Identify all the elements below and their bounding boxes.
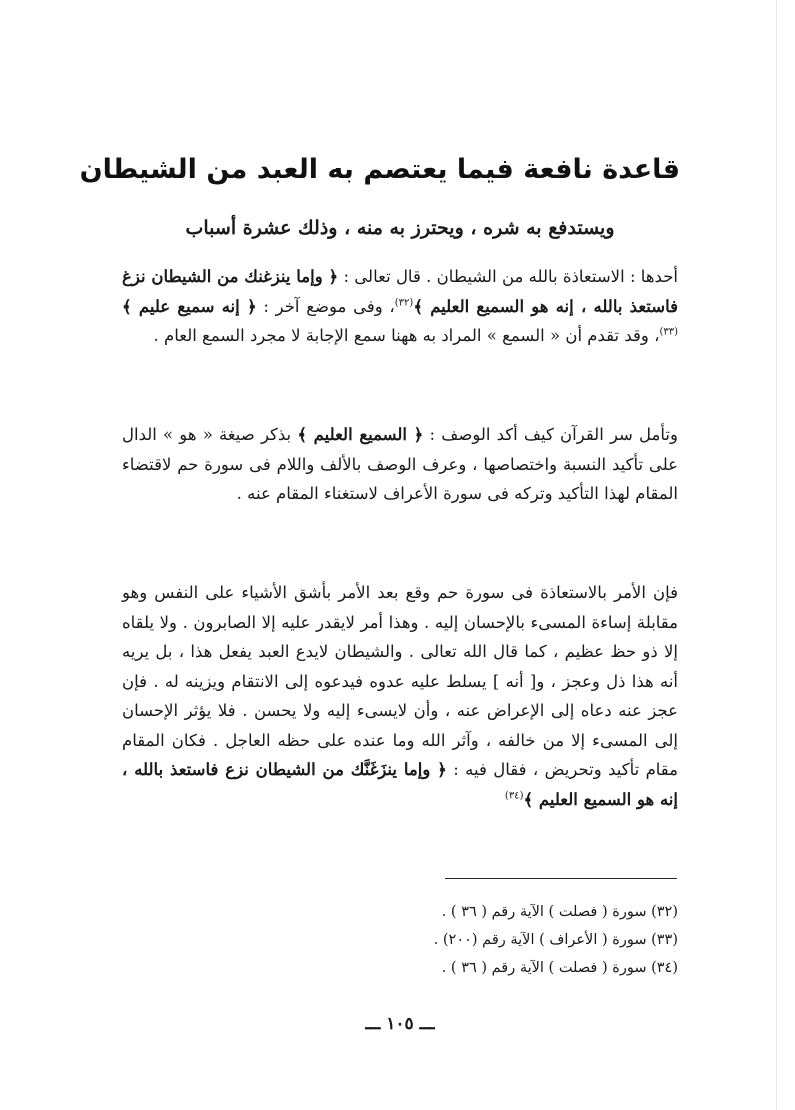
quran-quote: ﴿ وإما ينزغنك من الشيطان نزغ فاستعذ بالله ، إنه هو السميع العليم ﴾ [122, 267, 678, 316]
footnote-ref: (٣٣) [659, 326, 678, 338]
page-subtitle: ويستدفع به شره ، ويحترز به منه ، وذلك عشرة أسباب [185, 217, 615, 239]
footnote-32: (٣٢) سورة ( فصلت ) الآية رقم ( ٣٦ ) . [441, 904, 678, 920]
footnote-33: (٣٣) سورة ( الأعراف ) الآية رقم (٢٠٠) . [433, 932, 678, 948]
footnote-ref: (٣٤) [504, 790, 524, 801]
paragraph-1-text-3: ، وقد تقدم أن « السمع » المراد به ههنا سمع الإجابة لا مجرد السمع العام . [153, 326, 660, 345]
quran-quote: ﴿ السميع العليم ﴾ [297, 425, 424, 444]
footnote-34: (٣٤) سورة ( فصلت ) الآية رقم ( ٣٦ ) . [441, 960, 678, 976]
page-number: ـــ ١٠٥ ـــ [365, 1014, 435, 1034]
footnotes [300, 898, 678, 982]
page-title: قاعدة نافعة فيما يعتصم به العبد من الشيطان [79, 154, 680, 185]
paragraph-2-text-1: وتأمل سر القرآن كيف أكد الوصف : [423, 425, 678, 444]
quran-quote: ﴿ إنه سميع عليم ﴾ [122, 296, 257, 316]
paragraph-1-text-1: أحدها : الاستعاذة بالله من الشيطان . قال تعالى : [338, 267, 678, 286]
footnote-ref: (٣٢) [394, 297, 414, 308]
paragraph-3-text-1: فإن الأمر بالاستعاذة فى سورة حم وقع بعد الأمر بأشق الأشياء على النفس وهو مقابلة إساءة المسىء بالإحسان إليه . وهذا أمر لايقدر عليه إلا الصابرون . ولا يلقاه إلا ذو حظ عظيم ، كما قال الله تعالى . والشيطان لايدع العبد يفعل هذا ، بل يريه أنه هذا ذل وعجز ، و[ أنه ] يسلط عليه عدوه فيدعوه إلى الانتقام ويزينه له . فإن عجز عنه دعاه إلى الإعراض عنه ، وأن لايسىء إليه ولا يحسن . فلا يؤثر الإحسان إلى المسىء إلا من خالفه ، وآثر الله وما عنده على حظه العاجل . فكان المقام مقام تأكيد وتحريض ، فقال فيه : [122, 583, 678, 779]
footnote-separator [445, 878, 677, 879]
scan-edge [776, 0, 777, 1110]
paragraph-3 [122, 578, 678, 814]
paragraph-2-text-2: بذكر صيغة « هو » الدال على تأكيد النسبة واختصاصها ، وعرف الوصف بالألف واللام فى سورة حم لاقتضاء المقام لهذا التأكيد وتركه فى سورة الأعراف لاستغناء المقام عنه . [122, 425, 678, 503]
paragraph-1-text-2: ، وفى موضع آخر : [256, 296, 395, 316]
quran-quote: ﴿ وإما ينزَغَنَّك من الشيطان نزع فاستعذ بالله ، إنه هو السميع العليم ﴾ [122, 760, 678, 809]
paragraph-1 [122, 262, 678, 351]
paragraph-2 [122, 420, 678, 509]
